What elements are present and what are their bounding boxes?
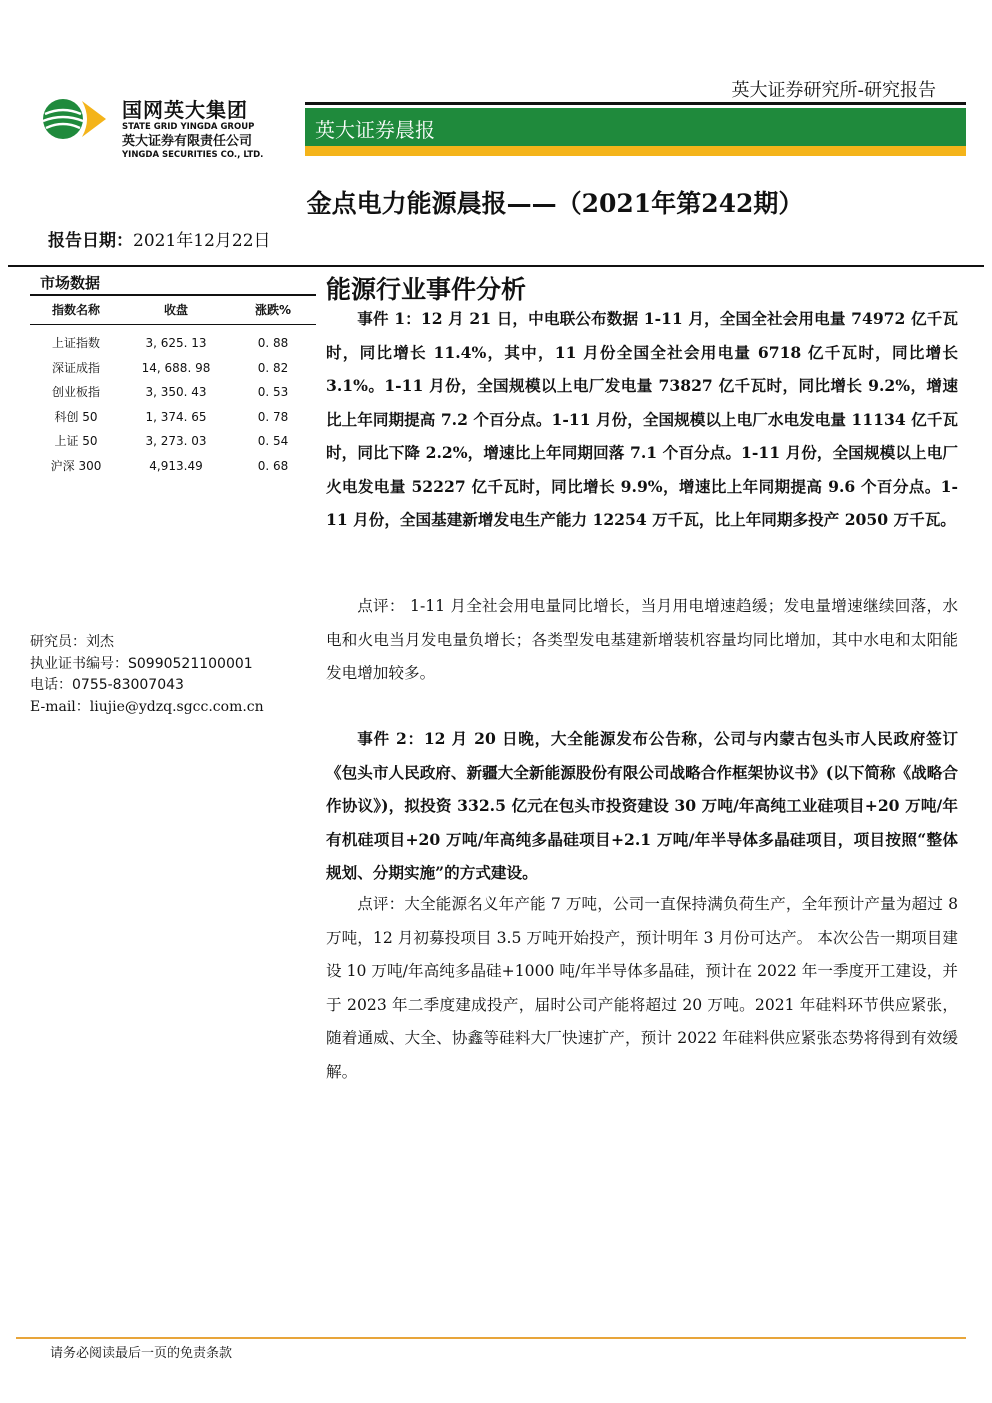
logo-name-en: STATE GRID YINGDA GROUP (122, 122, 255, 132)
header-accent-band (305, 146, 966, 156)
comment-2-paragraph: 点评：大全能源名义年产能 7 万吨，公司一直保持满负荷生产，全年预计产量为超过 8 万吨，12 月初募投项目 3.5 万吨开始投产，预计明年 3 月份可达产。 本次公告一期项目建设 10 万吨/年高纯多晶硅+1000 吨/年半导体多晶硅，预计在 2022 年一季度开工建设，并于 2023 年二季度建成投产，届时公司产能将超过 20 万吨。2021 年硅料环节供应紧张，随着通威、大全、协鑫等硅料大厂快速扩产，预计 2022 年硅料供应紧张态势将得到有效缓解。 (326, 895, 958, 1081)
report-title: 金点电力能源晨报——（2021年第242期） (306, 189, 804, 218)
market-table-header (30, 296, 316, 324)
analyst-name: 研究员：刘杰 (30, 634, 114, 650)
table-row (30, 429, 316, 454)
column-header: 收盘 (163, 303, 188, 317)
table-row (30, 331, 316, 356)
event-1-paragraph: 事件 1：12 月 21 日，中电联公布数据 1-11 月，全国全社会用电量 74972 亿千瓦时，同比增长 11.4%，其中，11 月份全国全社会用电量 6718 亿千瓦时，同比增长 3.1%。1-11 月份，全国规模以上电厂发电量 73827 亿千瓦时，同比增长 9.2%，增速比上年同期提高 7.2 个百分点。1-11 月份，全国规模以上电厂水电发电量 11134 亿千瓦时，同比下降 2.2%，增速比上年同期回落 7.1 个百分点。1-11 月份，全国规模以上电厂火电发电量 52227 亿千瓦时，同比增长 9.9%，增速比上年同期提高 9.6 个百分点。1-11 月份，全国基建新增发电生产能力 12254 万千瓦，比上年同期多投产 2050 万千瓦。 (326, 309, 958, 529)
footer-rule (16, 1337, 966, 1339)
report-date-label: 报告日期： (48, 231, 133, 251)
section-rule (8, 265, 984, 267)
index-name: 上证指数 (51, 336, 100, 350)
analyst-email: E-mail：liujie@ydzq.sgcc.com.cn (30, 698, 264, 715)
table-row (30, 356, 316, 381)
header-rule (305, 102, 966, 105)
disclaimer-note: 请务必阅读最后一页的免责条款 (50, 1346, 233, 1361)
index-change: 0. 54 (257, 434, 289, 449)
analyst-info (30, 632, 264, 718)
index-name: 创业板指 (51, 385, 100, 400)
index-close: 4,913.49 (149, 458, 203, 473)
index-close: 3, 625. 13 (145, 336, 207, 350)
market-data-table (30, 272, 316, 479)
analyst-phone: 电话：0755-83007043 (30, 677, 184, 693)
index-change: 0. 88 (257, 336, 289, 350)
index-change: 0. 82 (257, 360, 289, 375)
table-row (30, 454, 316, 479)
table-row (30, 380, 316, 405)
index-close: 14, 688. 98 (141, 360, 211, 375)
index-name: 深证成指 (51, 360, 100, 375)
band-label: 英大证券晨报 (315, 118, 435, 142)
table-row (30, 405, 316, 430)
index-close: 3, 350. 43 (145, 385, 207, 400)
logo-company-en: YINGDA SECURITIES CO., LTD. (122, 150, 264, 160)
index-change: 0. 53 (257, 385, 289, 400)
report-date (48, 226, 271, 251)
logo-text (122, 98, 263, 161)
org-label: 英大证券研究所-研究报告 (731, 80, 936, 101)
column-header: 涨跌% (254, 303, 292, 317)
column-header: 指数名称 (51, 303, 100, 317)
report-date-value: 2021年12月22日 (133, 231, 271, 251)
event-2-paragraph: 事件 2：12 月 20 日晚，大全能源发布公告称，公司与内蒙古包头市人民政府签订《包头市人民政府、新疆大全新能源股份有限公司战略合作框架协议书》(以下简称《战略合作协议》)，拟投资 332.5 亿元在包头市投资建设 30 万吨/年高纯工业硅项目+20 万吨/年有机硅项目+20 万吨/年高纯多晶硅项目+2.1 万吨/年半导体多晶硅项目，项目按照“整体规划、分期实施”的方式建设。 (326, 729, 958, 882)
market-table-title: 市场数据 (40, 274, 101, 292)
index-close: 1, 374. 65 (145, 409, 207, 424)
index-name: 上证 50 (54, 434, 98, 449)
analyst-license: 执业证书编号：S0990521100001 (30, 655, 253, 672)
comment-1-paragraph: 点评： 1-11 月全社会用电量同比增长，当月用电增速趋缓；发电量增速继续回落，水电和火电当月发电量负增长；各类型发电基建新增装机容量均同比增加，其中水电和太阳能发电增加较多。 (326, 597, 958, 682)
index-close: 3, 273. 03 (145, 434, 207, 449)
header-band (305, 108, 966, 146)
logo-company-cn: 英大证券有限责任公司 (122, 134, 253, 149)
index-name: 科创 50 (54, 409, 98, 424)
index-change: 0. 78 (257, 409, 289, 424)
section-title: 能源行业事件分析 (326, 275, 527, 304)
company-logo-icon (40, 96, 110, 142)
index-name: 沪深 300 (50, 458, 102, 473)
logo-name-cn: 国网英大集团 (122, 98, 248, 122)
index-change: 0. 68 (257, 458, 289, 473)
